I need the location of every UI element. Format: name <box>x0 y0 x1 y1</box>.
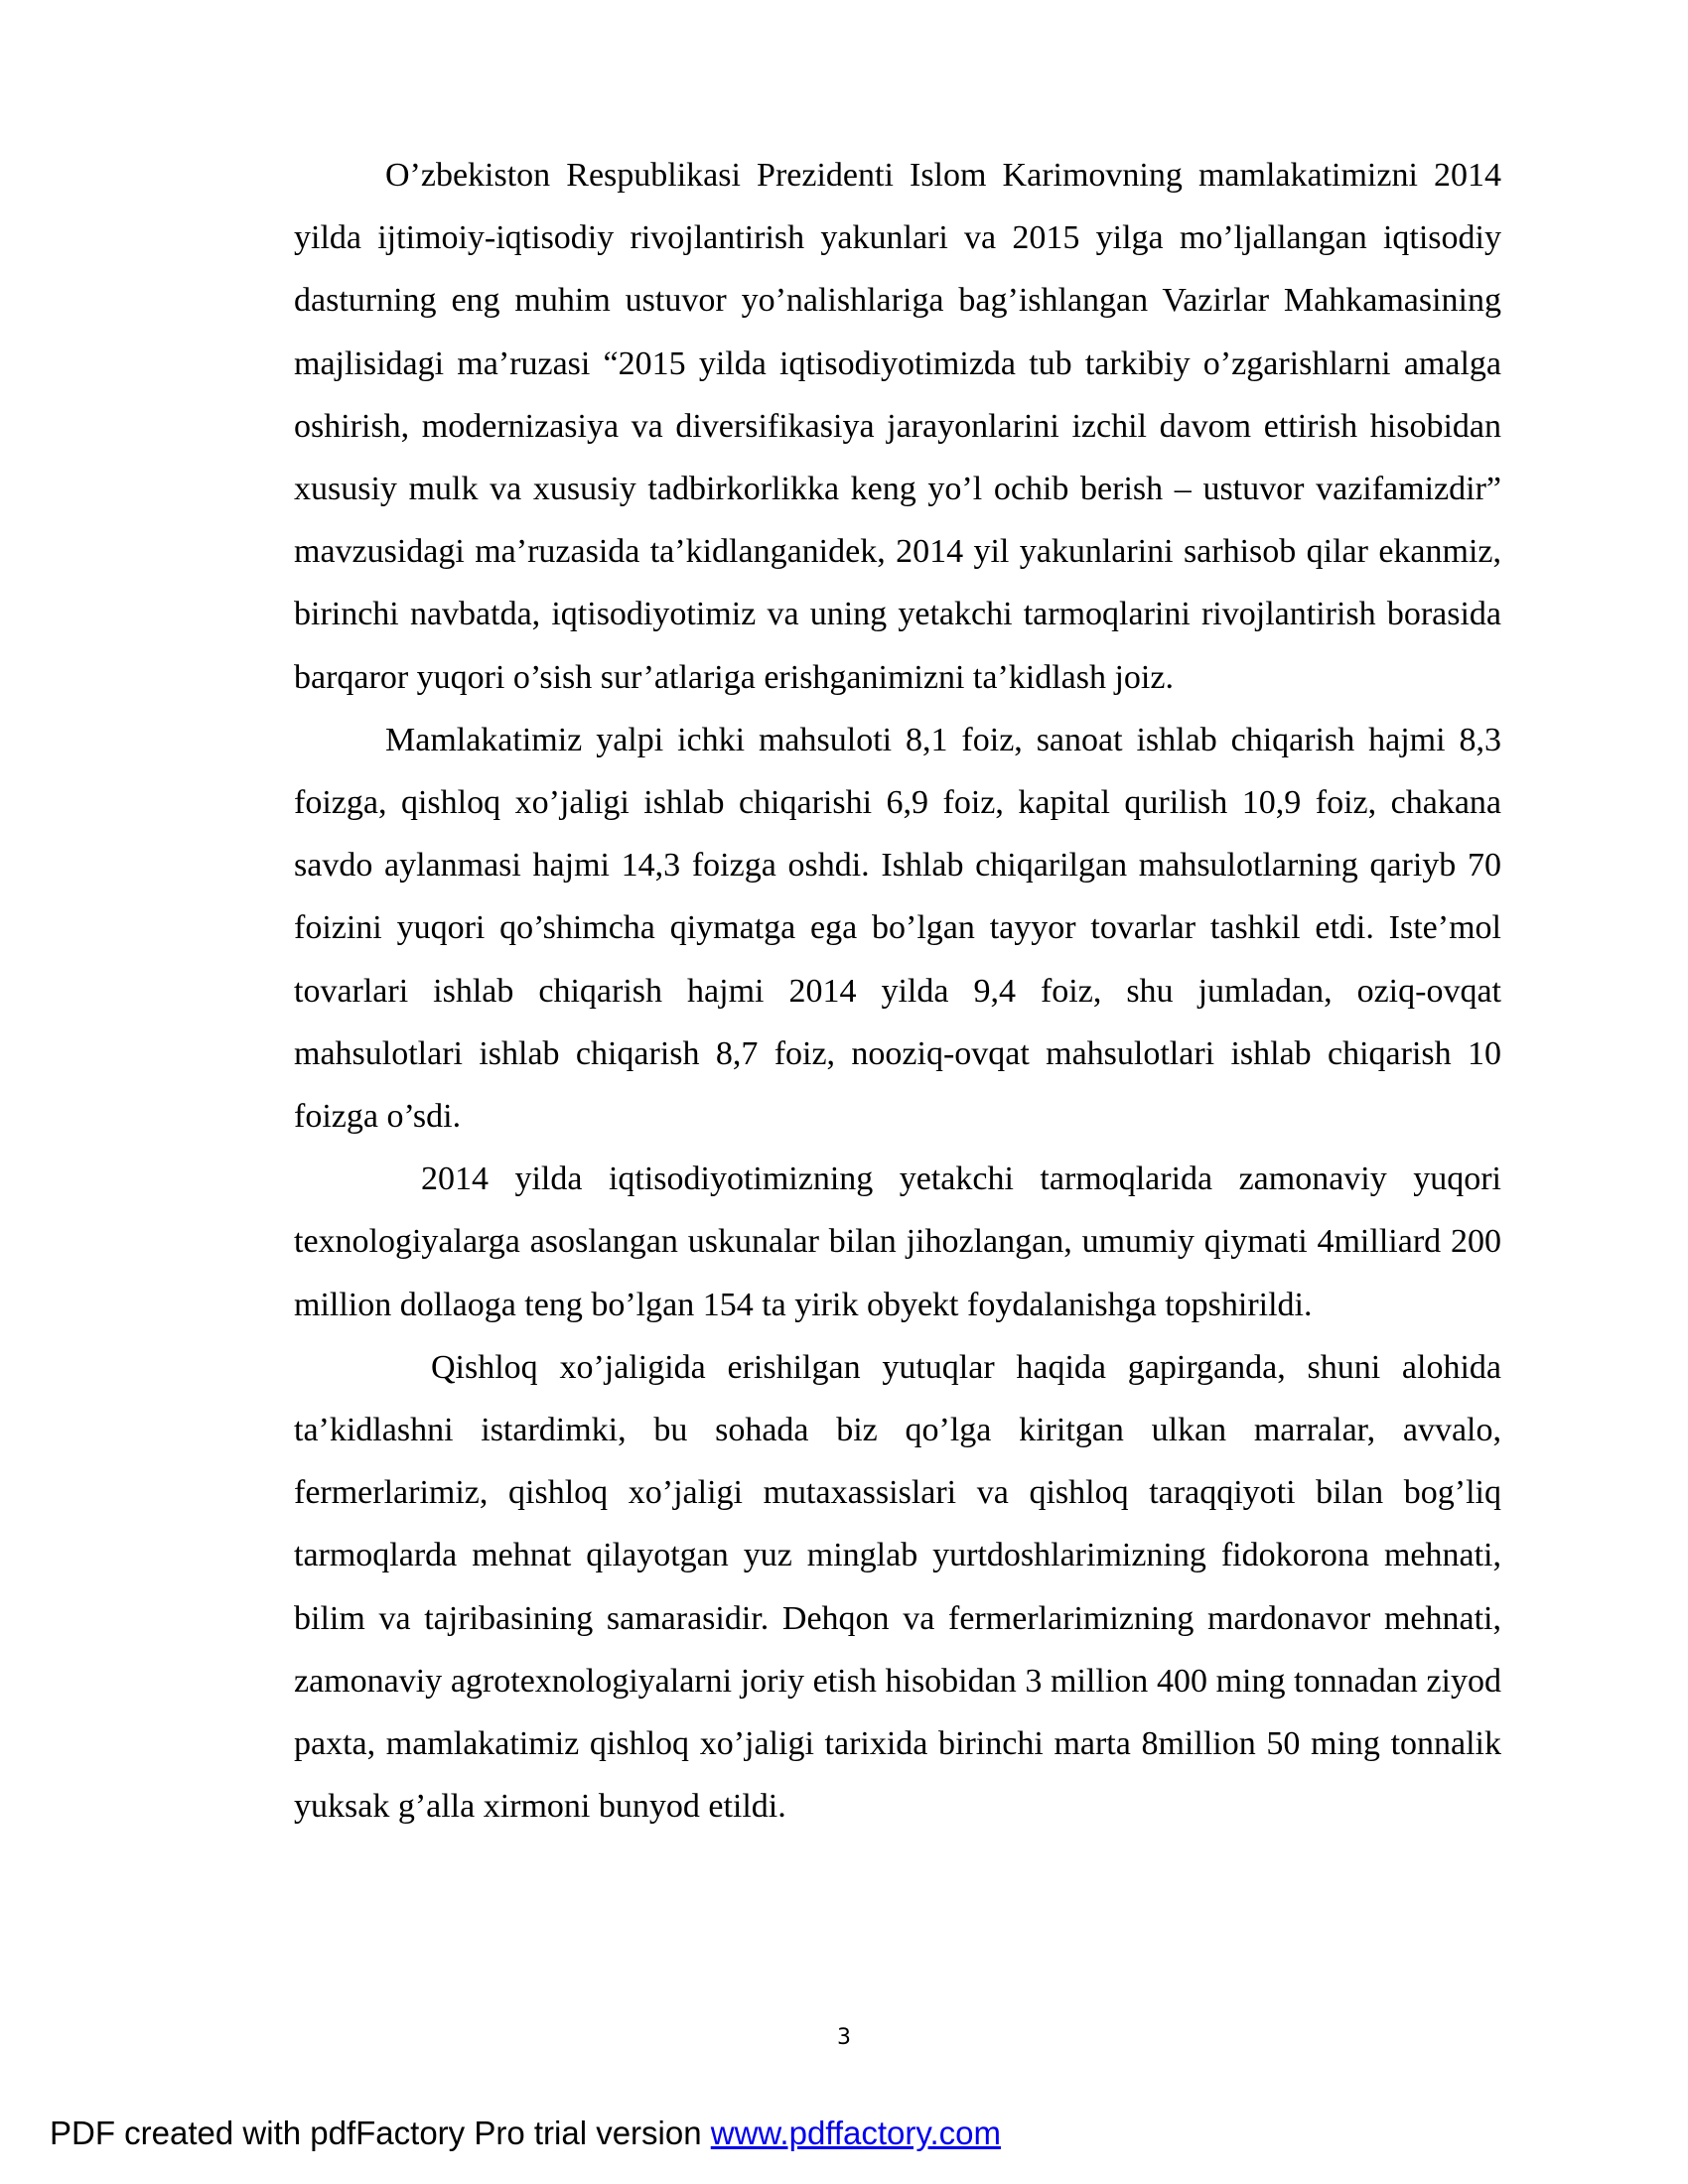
paragraph-4: Qishloq xo’jaligida erishilgan yutuqlar haqida gapirganda, shuni alohida ta’kidlashni istardimki, bu sohada biz qo’lga kiritgan ulkan marralar, avvalo, fermerlarimiz, qishloq xo’jaligi mutaxassislari va qishloq taraqqiyoti bilan bog’liq tarmoqlarda mehnat qilayotgan yuz minglab yurtdoshlarimizning fidokorona mehnati, bilim va tajribasining samarasidir. Dehqon va fermerlarimizning mardonavor mehnati, zamonaviy agrotexnologiyalarni joriy etish hisobidan 3 million 400 ming tonnadan ziyod paxta, mamlakatimiz qishloq xo’jaligi tarixida birinchi marta 8million 50 ming tonnalik yuksak g’alla xirmoni bunyod etildi. <box>294 1348 1501 1826</box>
paragraph-1: O’zbekiston Respublikasi Prezidenti Islom Karimovning mamlakatimizni 2014 yilda ijtimoiy-iqtisodiy rivojlantirish yakunlari va 2015 yilga mo’ljallangan iqtisodiy dasturning eng muhim ustuvor yo’nalishlariga bag’ishlangan Vazirlar Mahkamasining majlisidagi ma’ruzasi “2015 yilda iqtisodiyotimizda tub tarkibiy o’zgarishlarni amalga oshirish, modernizasiya va diversifikasiya jarayonlarini izchil davom ettirish hisobidan xususiy mulk va xususiy tadbirkorlikka keng yo’l ochib berish – ustuvor vazifamizdir” mavzusidagi ma’ruzasida ta’kidlanganidek, 2014 yil yakunlarini sarhisob qilar ekanmiz, birinchi navbatda, iqtisodiyotimiz va uning yetakchi tarmoqlarini rivojlantirish borasida barqaror yuqori o’sish sur’atlariga erishganimizni ta’kidlash joiz. <box>294 157 1501 696</box>
footer-link[interactable]: www.pdffactory.com <box>710 2115 1001 2151</box>
footer-text: PDF created with pdfFactory Pro trial version <box>50 2115 711 2151</box>
page-number: 3 <box>837 2025 851 2050</box>
paragraph-2: Mamlakatimiz yalpi ichki mahsuloti 8,1 foiz, sanoat ishlab chiqarish hajmi 8,3 foizga, qishloq xo’jaligi ishlab chiqarishi 6,9 foiz, kapital qurilish 10,9 foiz, chakana savdo aylanmasi hajmi 14,3 foizga oshdi. Ishlab chiqarilgan mahsulotlarning qariyb 70 foizini yuqori qo’shimcha qiymatga ega bo’lgan tayyor tovarlar tashkil etdi. Iste’mol tovarlari ishlab chiqarish hajmi 2014 yilda 9,4 foiz, shu jumladan, oziq-ovqat mahsulotlari ishlab chiqarish 8,7 foiz, nooziq-ovqat mahsulotlari ishlab chiqarish 10 foizga o’sdi. <box>294 721 1501 1136</box>
pdf-footer <box>50 2114 1001 2153</box>
paragraph-3: 2014 yilda iqtisodiyotimizning yetakchi tarmoqlarida zamonaviy yuqori texnologiyalarga asoslangan uskunalar bilan jihozlangan, umumiy qiymati 4milliard 200 million dollaoga teng bo’lgan 154 ta yirik obyekt foydalanishga topshirildi. <box>294 1160 1501 1323</box>
body-text <box>294 144 1501 1838</box>
